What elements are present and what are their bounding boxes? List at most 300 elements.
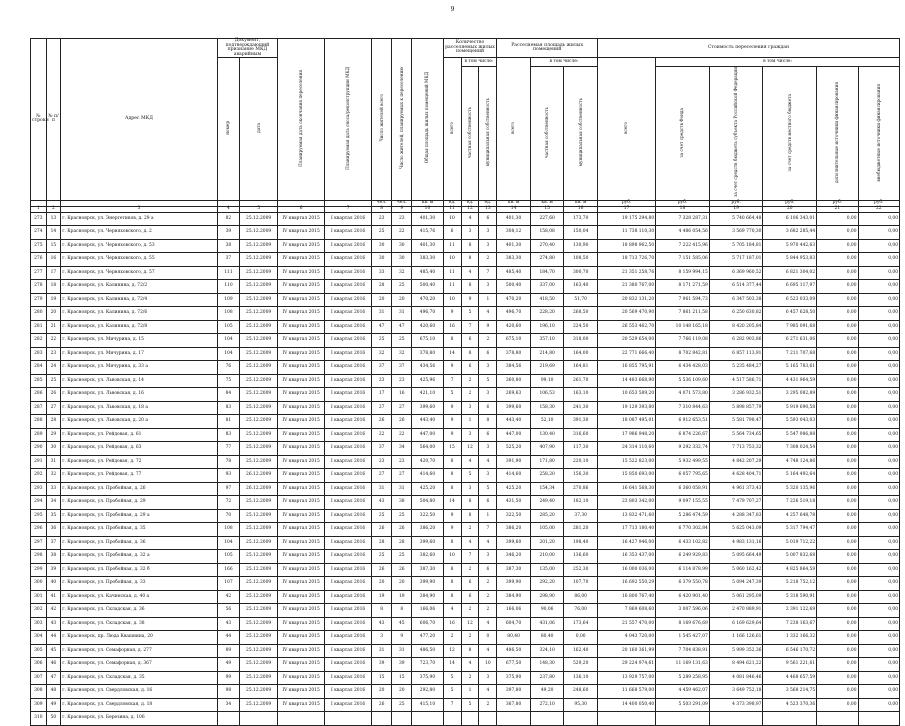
table-row [31, 388, 900, 402]
table-cell: 270,86 [564, 482, 598, 496]
table-cell: 268,50 [564, 307, 598, 321]
table-cell [240, 712, 278, 726]
table-cell: 0,00 [817, 280, 858, 294]
table-cell: 310 [31, 712, 47, 726]
table-cell: 9 [392, 631, 412, 645]
address-cell: г. Красноярск, ул. Черняховского, д. 57 [61, 266, 218, 280]
table-cell: 308 [31, 685, 47, 699]
table-cell: 3 286 932,51 [709, 388, 763, 402]
table-cell: 4 [479, 617, 497, 631]
table-cell: 0,00 [858, 293, 899, 307]
table-cell: 5 844 953,83 [763, 253, 817, 267]
table-cell: 7 [443, 374, 461, 388]
table-cell: 34 [217, 698, 239, 712]
table-row [31, 563, 900, 577]
table-cell [443, 712, 461, 726]
table-row [31, 577, 900, 591]
table-cell: 1 332 166,32 [763, 631, 817, 645]
table-cell: 5 060 162,42 [709, 563, 763, 577]
table-cell: 8 494 621,22 [709, 658, 763, 672]
table-cell: 0,00 [858, 617, 899, 631]
table-cell: 8 702 842,81 [656, 347, 710, 361]
table-cell: 418,50 [530, 293, 564, 307]
table-cell: 4 [461, 212, 479, 226]
table-cell: 496,70 [497, 307, 531, 321]
table-cell: IV квартал 2015 [278, 509, 325, 523]
table-cell: 72 [217, 496, 239, 510]
table-cell: 43 [46, 617, 61, 631]
address-cell: г. Красноярск, ул. Рейдовая, д. 77 [61, 469, 218, 483]
table-cell: 391,30 [564, 415, 598, 429]
header-area-total2: всего [497, 58, 531, 200]
table-cell: 316,60 [564, 428, 598, 442]
table-cell: 163,10 [564, 388, 598, 402]
table-cell: 0,00 [817, 307, 858, 321]
table-cell: 89 [217, 644, 239, 658]
table-cell: 0,00 [858, 347, 899, 361]
table-cell: 104 [217, 334, 239, 348]
table-cell: 273 [31, 212, 47, 226]
table-row [31, 658, 900, 672]
table-row [31, 712, 900, 726]
table-cell: 117,30 [564, 442, 598, 456]
header-rooms-count: Количество расселяемых жилых помещений [443, 39, 497, 58]
unit-cell: кв. м [530, 200, 564, 206]
table-cell: 7 [479, 266, 497, 280]
table-cell: 78 [217, 455, 239, 469]
table-row [31, 266, 900, 280]
table-cell: 7 766 119,08 [656, 334, 710, 348]
table-cell: 39 [372, 658, 392, 672]
table-cell: 86,00 [564, 590, 598, 604]
table-cell: 20 [372, 577, 392, 591]
table-cell: 8 [461, 253, 479, 267]
table-cell: 8 [461, 280, 479, 294]
table-row [31, 631, 900, 645]
table-cell: 25.12.2009 [240, 523, 278, 537]
table-cell: 0,00 [858, 428, 899, 442]
table-cell: 384,90 [412, 590, 443, 604]
table-cell: 485,40 [497, 266, 531, 280]
table-cell: 2 [461, 388, 479, 402]
table-cell: 150,04 [564, 226, 598, 240]
table-row [31, 347, 900, 361]
table-cell: I квартал 2016 [325, 523, 372, 537]
table-cell: 136,60 [564, 550, 598, 564]
table-cell: 11 738 110,30 [597, 226, 655, 240]
unit-cell: руб. [858, 200, 899, 206]
table-cell: 8 [443, 482, 461, 496]
table-cell: 3 [479, 226, 497, 240]
table-cell: 38 [392, 496, 412, 510]
table-cell: 26 553 462,70 [597, 320, 655, 334]
table-cell: 0,00 [858, 523, 899, 537]
header-area-total: Общая площадь жилых помещений МКД [412, 39, 443, 201]
table-cell: 382,60 [412, 550, 443, 564]
table-cell: 4 [461, 536, 479, 550]
table-row [31, 374, 900, 388]
table-cell: 14 483 668,90 [597, 374, 655, 388]
table-cell: 16 [46, 253, 61, 267]
table-cell: 13 832 471,60 [597, 509, 655, 523]
table-cell: 4 [443, 604, 461, 618]
table-cell: 0,00 [858, 361, 899, 375]
table-cell: 15 [372, 671, 392, 685]
table-cell: 20 [392, 293, 412, 307]
table-cell: I квартал 2016 [325, 469, 372, 483]
table-cell: 298 [31, 550, 47, 564]
table-cell: 4 517 586,71 [709, 374, 763, 388]
table-cell: 97 [217, 482, 239, 496]
table-cell: 399,90 [497, 577, 531, 591]
table-cell: 0,00 [858, 280, 899, 294]
table-cell: 270,40 [530, 239, 564, 253]
table-cell: I квартал 2016 [325, 401, 372, 415]
table-cell: 9 [443, 428, 461, 442]
table-cell: 4 [479, 307, 497, 321]
table-cell: 5 581 798,47 [709, 415, 763, 429]
table-cell: 6 271 631,06 [763, 334, 817, 348]
table-body [31, 212, 900, 725]
table-cell: 25.12.2009 [240, 428, 278, 442]
table-cell: 14 [443, 496, 461, 510]
table-cell: 4 [461, 455, 479, 469]
table-cell: 0,00 [858, 320, 899, 334]
table-cell: 26 [46, 388, 61, 402]
table-cell: 80,40 [497, 631, 531, 645]
table-cell: 5 564 734,65 [709, 428, 763, 442]
unit-cell: руб. [817, 200, 858, 206]
table-cell: 108,50 [564, 253, 598, 267]
table-cell: 3 [461, 401, 479, 415]
table-cell: 723,70 [412, 658, 443, 672]
column-index-cell: 22 [858, 206, 899, 212]
table-cell: 292 [31, 469, 47, 483]
table-cell: 4 825 864,59 [763, 563, 817, 577]
address-cell: г. Красноярск, ул. Семафорная, д. 277 [61, 644, 218, 658]
table-cell: 386,20 [412, 523, 443, 537]
table-cell: 0,00 [817, 644, 858, 658]
table-cell: 5 970 442,63 [763, 239, 817, 253]
table-cell: 4 257 648,78 [763, 509, 817, 523]
table-row [31, 550, 900, 564]
table-cell: IV квартал 2015 [278, 442, 325, 456]
header-section-no: № строки [31, 39, 47, 201]
table-cell: 249,40 [530, 496, 564, 510]
table-cell: 486,50 [497, 644, 531, 658]
table-cell: 4 628 404,71 [709, 469, 763, 483]
table-cell [479, 712, 497, 726]
header-planned-end: Планируемая дата окончания переселения [278, 39, 325, 201]
table-cell: 1 [461, 685, 479, 699]
table-cell: 43 [372, 496, 392, 510]
table-cell: 0,00 [858, 455, 899, 469]
table-cell: 3 [479, 361, 497, 375]
table-cell: 274 [31, 226, 47, 240]
table-cell: I квартал 2016 [325, 509, 372, 523]
table-cell: 11 [443, 239, 461, 253]
table-cell: 1 [479, 509, 497, 523]
address-cell: г. Красноярск, ул. Энергетиков, д. 29 а [61, 212, 218, 226]
table-cell: 0,00 [817, 631, 858, 645]
table-cell: 3 [479, 388, 497, 402]
table-cell: 0,00 [858, 563, 899, 577]
table-cell: 18 087 495,01 [597, 415, 655, 429]
table-cell: 4 961 373,43 [709, 482, 763, 496]
table-cell: 0,00 [817, 563, 858, 577]
address-cell: г. Красноярск, ул. Калинина, д. 72/4 [61, 293, 218, 307]
table-cell: 36 [46, 523, 61, 537]
table-cell: 3 [479, 469, 497, 483]
table-cell: 282 [31, 334, 47, 348]
table-row [31, 523, 900, 537]
table-cell: 22 [46, 334, 61, 348]
table-cell: IV квартал 2015 [278, 239, 325, 253]
table-cell: 4 [479, 455, 497, 469]
table-cell: 40 [46, 577, 61, 591]
table-cell: 26.12.2009 [240, 482, 278, 496]
table-cell: 20 [372, 293, 392, 307]
table-cell: 93 [217, 469, 239, 483]
table-cell: 8 [443, 455, 461, 469]
table-cell: 295 [31, 509, 47, 523]
table-cell: 8 159 994,15 [656, 266, 710, 280]
address-cell: г. Красноярск, ул. Мичурина, д. 33 а [61, 361, 218, 375]
table-cell: 27 [392, 469, 412, 483]
column-index-cell: 19 [709, 206, 763, 212]
table-cell: 37,30 [564, 509, 598, 523]
table-cell: 6 057 795,65 [656, 469, 710, 483]
table-cell: 2 [461, 631, 479, 645]
table-cell: 24 314 110,60 [597, 442, 655, 456]
table-cell: 383,30 [412, 253, 443, 267]
table-cell: 307 [31, 671, 47, 685]
table-cell: 16 000 036,00 [597, 563, 655, 577]
table-cell [325, 712, 372, 726]
header-cost-local: за счет средств местного бюджета [763, 67, 817, 200]
table-cell: 25.12.2009 [240, 442, 278, 456]
address-cell: г. Красноярск, ул. Калинина, д. 72/6 [61, 307, 218, 321]
table-cell: IV квартал 2015 [278, 698, 325, 712]
table-cell: 420,60 [412, 320, 443, 334]
table-cell: 224,50 [564, 320, 598, 334]
table-cell: 18 898 962,50 [597, 239, 655, 253]
table-cell: 675,10 [497, 334, 531, 348]
table-cell: 201,20 [530, 536, 564, 550]
table-cell: 22 [372, 428, 392, 442]
table-cell: 104 [217, 347, 239, 361]
relocation-table [30, 38, 900, 726]
table-cell: 8 [461, 239, 479, 253]
unit-cell: ед. [461, 200, 479, 206]
table-cell: 4 [461, 658, 479, 672]
header-doc-number: номер [217, 58, 239, 200]
table-cell: 431,06 [530, 617, 564, 631]
table-cell: 6 369 960,52 [709, 266, 763, 280]
table-cell: 8 [372, 604, 392, 618]
unit-cell: кв. м [564, 200, 598, 206]
table-cell: 17 [46, 266, 61, 280]
header-doc-date: дата [240, 58, 278, 200]
table-cell [278, 712, 325, 726]
unit-cell: руб. [709, 200, 763, 206]
table-cell: 23 [46, 347, 61, 361]
table-cell: 16 [392, 388, 412, 402]
table-cell: 44 [46, 631, 61, 645]
address-cell: г. Красноярск, ул. Черняховского, д. 2 [61, 226, 218, 240]
table-cell: 25.12.2009 [240, 644, 278, 658]
table-cell [656, 712, 710, 726]
table-cell: 1 545 427,07 [656, 631, 710, 645]
table-cell: 8 [392, 604, 412, 618]
table-cell: I квартал 2016 [325, 482, 372, 496]
table-cell: 8 169 676,69 [656, 617, 710, 631]
table-cell: 5 717 187,01 [709, 253, 763, 267]
table-row [31, 496, 900, 510]
table-cell: 6 249 929,83 [656, 550, 710, 564]
table-cell: IV квартал 2015 [278, 307, 325, 321]
table-cell: 8 [461, 496, 479, 510]
table-cell: 0,00 [858, 307, 899, 321]
table-cell: IV квартал 2015 [278, 361, 325, 375]
table-cell: 0,00 [858, 388, 899, 402]
table-cell: 5 [443, 685, 461, 699]
header-residents-to-move: Число жителей, планируемых к переселению [392, 39, 412, 201]
table-cell: 2 391 122,69 [763, 604, 817, 618]
table-cell: 288 [31, 415, 47, 429]
table-cell: 407,90 [530, 442, 564, 456]
table-cell: 0,00 [858, 658, 899, 672]
table-cell: 32 [392, 266, 412, 280]
header-area-relocated: Расселяемая площадь жилых помещений [497, 39, 598, 58]
table-cell: 11 668 579,00 [597, 685, 655, 699]
table-cell: 284 [31, 361, 47, 375]
unit-cell: кв. м [497, 200, 531, 206]
table-cell: 0,00 [858, 536, 899, 550]
table-cell: 28 [392, 536, 412, 550]
table-cell: 173,64 [564, 617, 598, 631]
table-cell: IV квартал 2015 [278, 536, 325, 550]
column-index-cell: 9 [392, 206, 412, 212]
table-cell: 420,70 [412, 455, 443, 469]
table-cell: 26 [392, 523, 412, 537]
table-cell: 30 [46, 442, 61, 456]
table-cell: 8 [461, 509, 479, 523]
table-cell: 6 695 117,97 [763, 280, 817, 294]
address-cell: г. Красноярск, ул. Мичурина, д. 15 [61, 334, 218, 348]
table-cell: 277 [31, 266, 47, 280]
table-cell: 76,00 [564, 604, 598, 618]
header-rooms-municipal: муниципальная собственность [479, 67, 497, 200]
table-cell: 0,00 [817, 617, 858, 631]
table-cell: 258,20 [530, 469, 564, 483]
table-row [31, 671, 900, 685]
table-cell: 0,00 [564, 631, 598, 645]
table-cell: 0,00 [817, 320, 858, 334]
table-cell [597, 712, 655, 726]
address-cell: г. Красноярск, ул. Пробойная, д. 32 а [61, 550, 218, 564]
table-cell: 227,60 [530, 212, 564, 226]
table-cell: 99,10 [530, 374, 564, 388]
table-cell: 529,20 [564, 658, 598, 672]
table-cell: 25.12.2009 [240, 509, 278, 523]
table-cell: 25.12.2009 [240, 226, 278, 240]
table-cell: 15 [46, 239, 61, 253]
column-index-cell: 15 [530, 206, 564, 212]
table-cell: 399,60 [497, 536, 531, 550]
table-cell: 294 [31, 496, 47, 510]
table-cell: 11 [443, 266, 461, 280]
table-cell: 37 [372, 361, 392, 375]
table-cell: IV квартал 2015 [278, 320, 325, 334]
table-cell: 163,40 [564, 280, 598, 294]
table-cell: 47 [46, 671, 61, 685]
table-cell: 8 [443, 469, 461, 483]
table-cell: 6 360 058,91 [656, 482, 710, 496]
table-row [31, 253, 900, 267]
table-cell: 39 [46, 563, 61, 577]
table-cell: 34 [46, 496, 61, 510]
table-cell: 0,00 [858, 226, 899, 240]
table-cell: 4 [479, 685, 497, 699]
table-cell: 504,80 [412, 496, 443, 510]
address-cell: г. Красноярск, ул. Калинина, д. 72/2 [61, 280, 218, 294]
table-cell: 49 [46, 698, 61, 712]
table-cell: 309 [31, 698, 47, 712]
table-cell: I квартал 2016 [325, 442, 372, 456]
table-cell: 7 211 707,68 [763, 347, 817, 361]
table-cell: 25.12.2009 [240, 253, 278, 267]
table-cell: 318,00 [564, 334, 598, 348]
table-cell: 30 [392, 253, 412, 267]
table-cell: 7 704 838,91 [656, 644, 710, 658]
table-cell: 6 857 113,91 [709, 347, 763, 361]
table-cell: 7 713 753,32 [709, 442, 763, 456]
table-cell: 16 [443, 320, 461, 334]
table-cell: 6 169 629,64 [709, 617, 763, 631]
table-row [31, 415, 900, 429]
table-cell: 25.12.2009 [240, 496, 278, 510]
table-cell: 6 [461, 334, 479, 348]
table-cell: 415,76 [412, 226, 443, 240]
table-row [31, 320, 900, 334]
table-row [31, 334, 900, 348]
table-cell: IV квартал 2015 [278, 631, 325, 645]
table-cell: 39 [217, 226, 239, 240]
table-cell: 42 [217, 590, 239, 604]
table-cell: 237,80 [530, 671, 564, 685]
table-cell: 19 175 294,80 [597, 212, 655, 226]
table-cell: 9 [443, 415, 461, 429]
table-cell: 367,80 [497, 698, 531, 712]
table-cell: 0,00 [817, 293, 858, 307]
table-cell: 15 [392, 671, 412, 685]
table-cell: 378,80 [497, 347, 531, 361]
table-cell: 5 [479, 482, 497, 496]
table-cell: 7 [461, 320, 479, 334]
table-cell: I квартал 2016 [325, 388, 372, 402]
table-cell: IV квартал 2015 [278, 347, 325, 361]
table-cell: 80,40 [530, 631, 564, 645]
table-cell: 443,40 [497, 415, 531, 429]
table-cell: 30 [392, 239, 412, 253]
table-cell: 25.12.2009 [240, 401, 278, 415]
table-cell: 25.12.2009 [240, 590, 278, 604]
table-cell: 300 [31, 577, 47, 591]
table-cell: 0,00 [858, 266, 899, 280]
table-cell: 387,30 [497, 563, 531, 577]
table-cell: 23 803 342,00 [597, 496, 655, 510]
